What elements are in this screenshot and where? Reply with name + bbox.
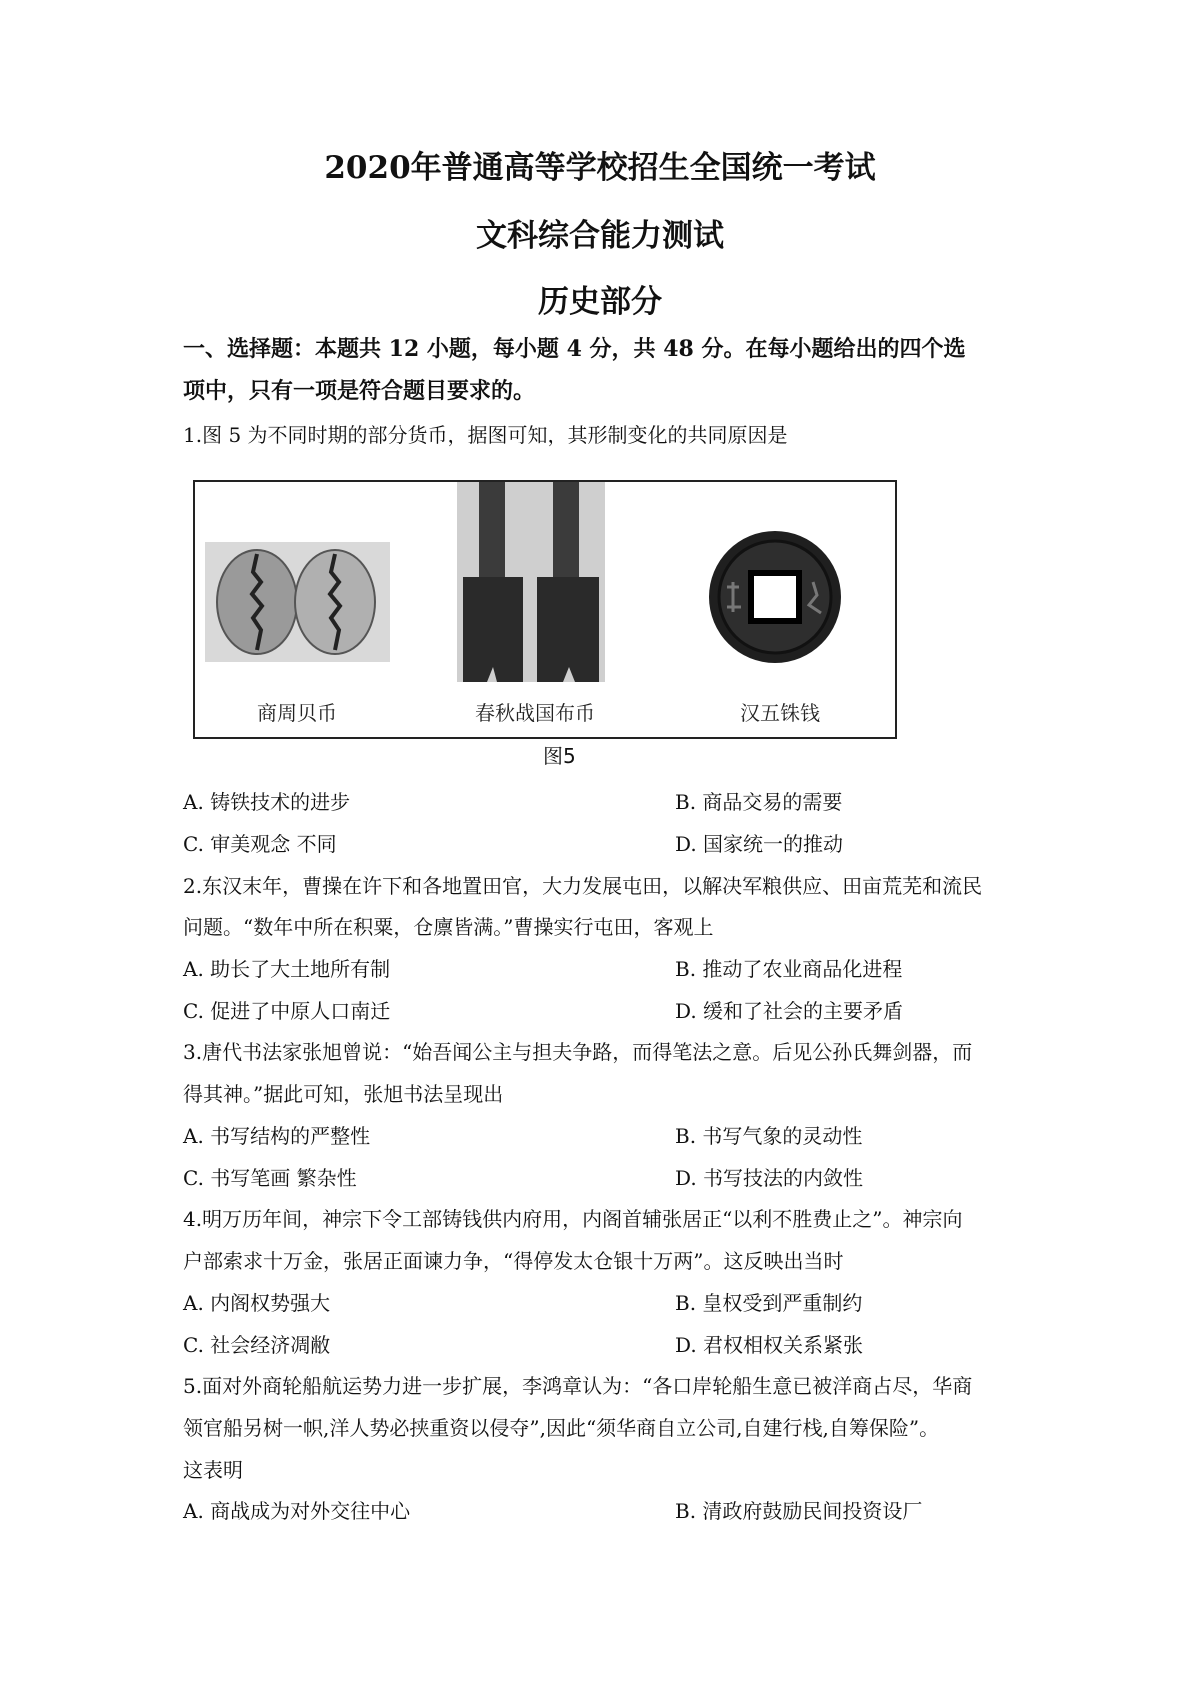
q4-option-a: A. 内阁权势强大	[183, 1291, 331, 1315]
q2-option-a: A. 助长了大土地所有制	[183, 957, 391, 981]
q2-option-d: D. 缓和了社会的主要矛盾	[675, 999, 904, 1023]
q4-option-c: C. 社会经济凋敝	[183, 1333, 331, 1357]
spade-coin-image	[457, 482, 605, 682]
question-4-stem-line2: 户部索求十万金，张居正面谏力争，“得停发太仓银十万两”。这反映出当时	[183, 1249, 844, 1273]
exam-part: 历史部分	[538, 284, 662, 320]
question-3-stem-line2: 得其神。”据此可知，张旭书法呈现出	[183, 1082, 504, 1106]
exam-title: 2020年普通高等学校招生全国统一考试	[324, 150, 876, 186]
caption-wuzhu-coin: 汉五铢钱	[740, 701, 820, 725]
wuzhu-coin-image	[705, 527, 845, 667]
q1-option-a: A. 铸铁技术的进步	[183, 790, 351, 814]
q3-option-a: A. 书写结构的严整性	[183, 1124, 371, 1148]
q2-option-b: B. 推动了农业商品化进程	[675, 957, 903, 981]
question-1-stem: 1.图 5 为不同时期的部分货币，据图可知，其形制变化的共同原因是	[183, 423, 788, 447]
question-4-stem-line1: 4.明万历年间，神宗下令工部铸钱供内府用，内阁首辅张居正“以利不胜费止之”。神宗向	[183, 1207, 963, 1231]
q1-option-d: D. 国家统一的推动	[675, 832, 844, 856]
section-instructions-line1: 一、选择题：本题共 12 小题，每小题 4 分，共 48 分。在每小题给出的四个选	[183, 336, 966, 362]
q2-option-c: C. 促进了中原人口南迁	[183, 999, 391, 1023]
exam-subtitle: 文科综合能力测试	[476, 218, 724, 254]
shell-coin-image	[205, 542, 390, 662]
q5-option-a: A. 商战成为对外交往中心	[183, 1499, 411, 1523]
q3-option-b: B. 书写气象的灵动性	[675, 1124, 863, 1148]
figure-5-currency	[193, 480, 897, 739]
question-5-stem-line1: 5.面对外商轮船航运势力进一步扩展，李鸿章认为：“各口岸轮船生意已被洋商占尽，华商	[183, 1374, 973, 1398]
section-instructions-line2: 项中，只有一项是符合题目要求的。	[183, 378, 536, 404]
caption-shell-coin: 商周贝币	[257, 701, 337, 725]
q5-option-b: B. 清政府鼓励民间投资设厂	[675, 1499, 923, 1523]
q4-option-d: D. 君权相权关系紧张	[675, 1333, 864, 1357]
question-2-stem-line2: 问题。“数年中所在积粟，仓廪皆满。”曹操实行屯田，客观上	[183, 915, 714, 939]
figure-label: 图5	[543, 744, 576, 768]
q3-option-d: D. 书写技法的内敛性	[675, 1166, 864, 1190]
q3-option-c: C. 书写笔画 繁杂性	[183, 1166, 357, 1190]
q1-option-b: B. 商品交易的需要	[675, 790, 843, 814]
question-2-stem-line1: 2.东汉末年，曹操在许下和各地置田官，大力发展屯田，以解决军粮供应、田亩荒芜和流民	[183, 874, 983, 898]
q4-option-b: B. 皇权受到严重制约	[675, 1291, 863, 1315]
caption-spade-coin: 春秋战国布币	[475, 701, 595, 725]
q1-option-c: C. 审美观念 不同	[183, 832, 337, 856]
question-3-stem-line1: 3.唐代书法家张旭曾说：“始吾闻公主与担夫争路，而得笔法之意。后见公孙氏舞剑器，而	[183, 1040, 973, 1064]
question-5-stem-line2: 领官船另树一帜,洋人势必挟重资以侵夺”,因此“须华商自立公司,自建行栈,自筹保险”。	[183, 1416, 940, 1440]
question-5-stem-line3: 这表明	[183, 1458, 243, 1482]
section-instructions	[183, 328, 1043, 412]
